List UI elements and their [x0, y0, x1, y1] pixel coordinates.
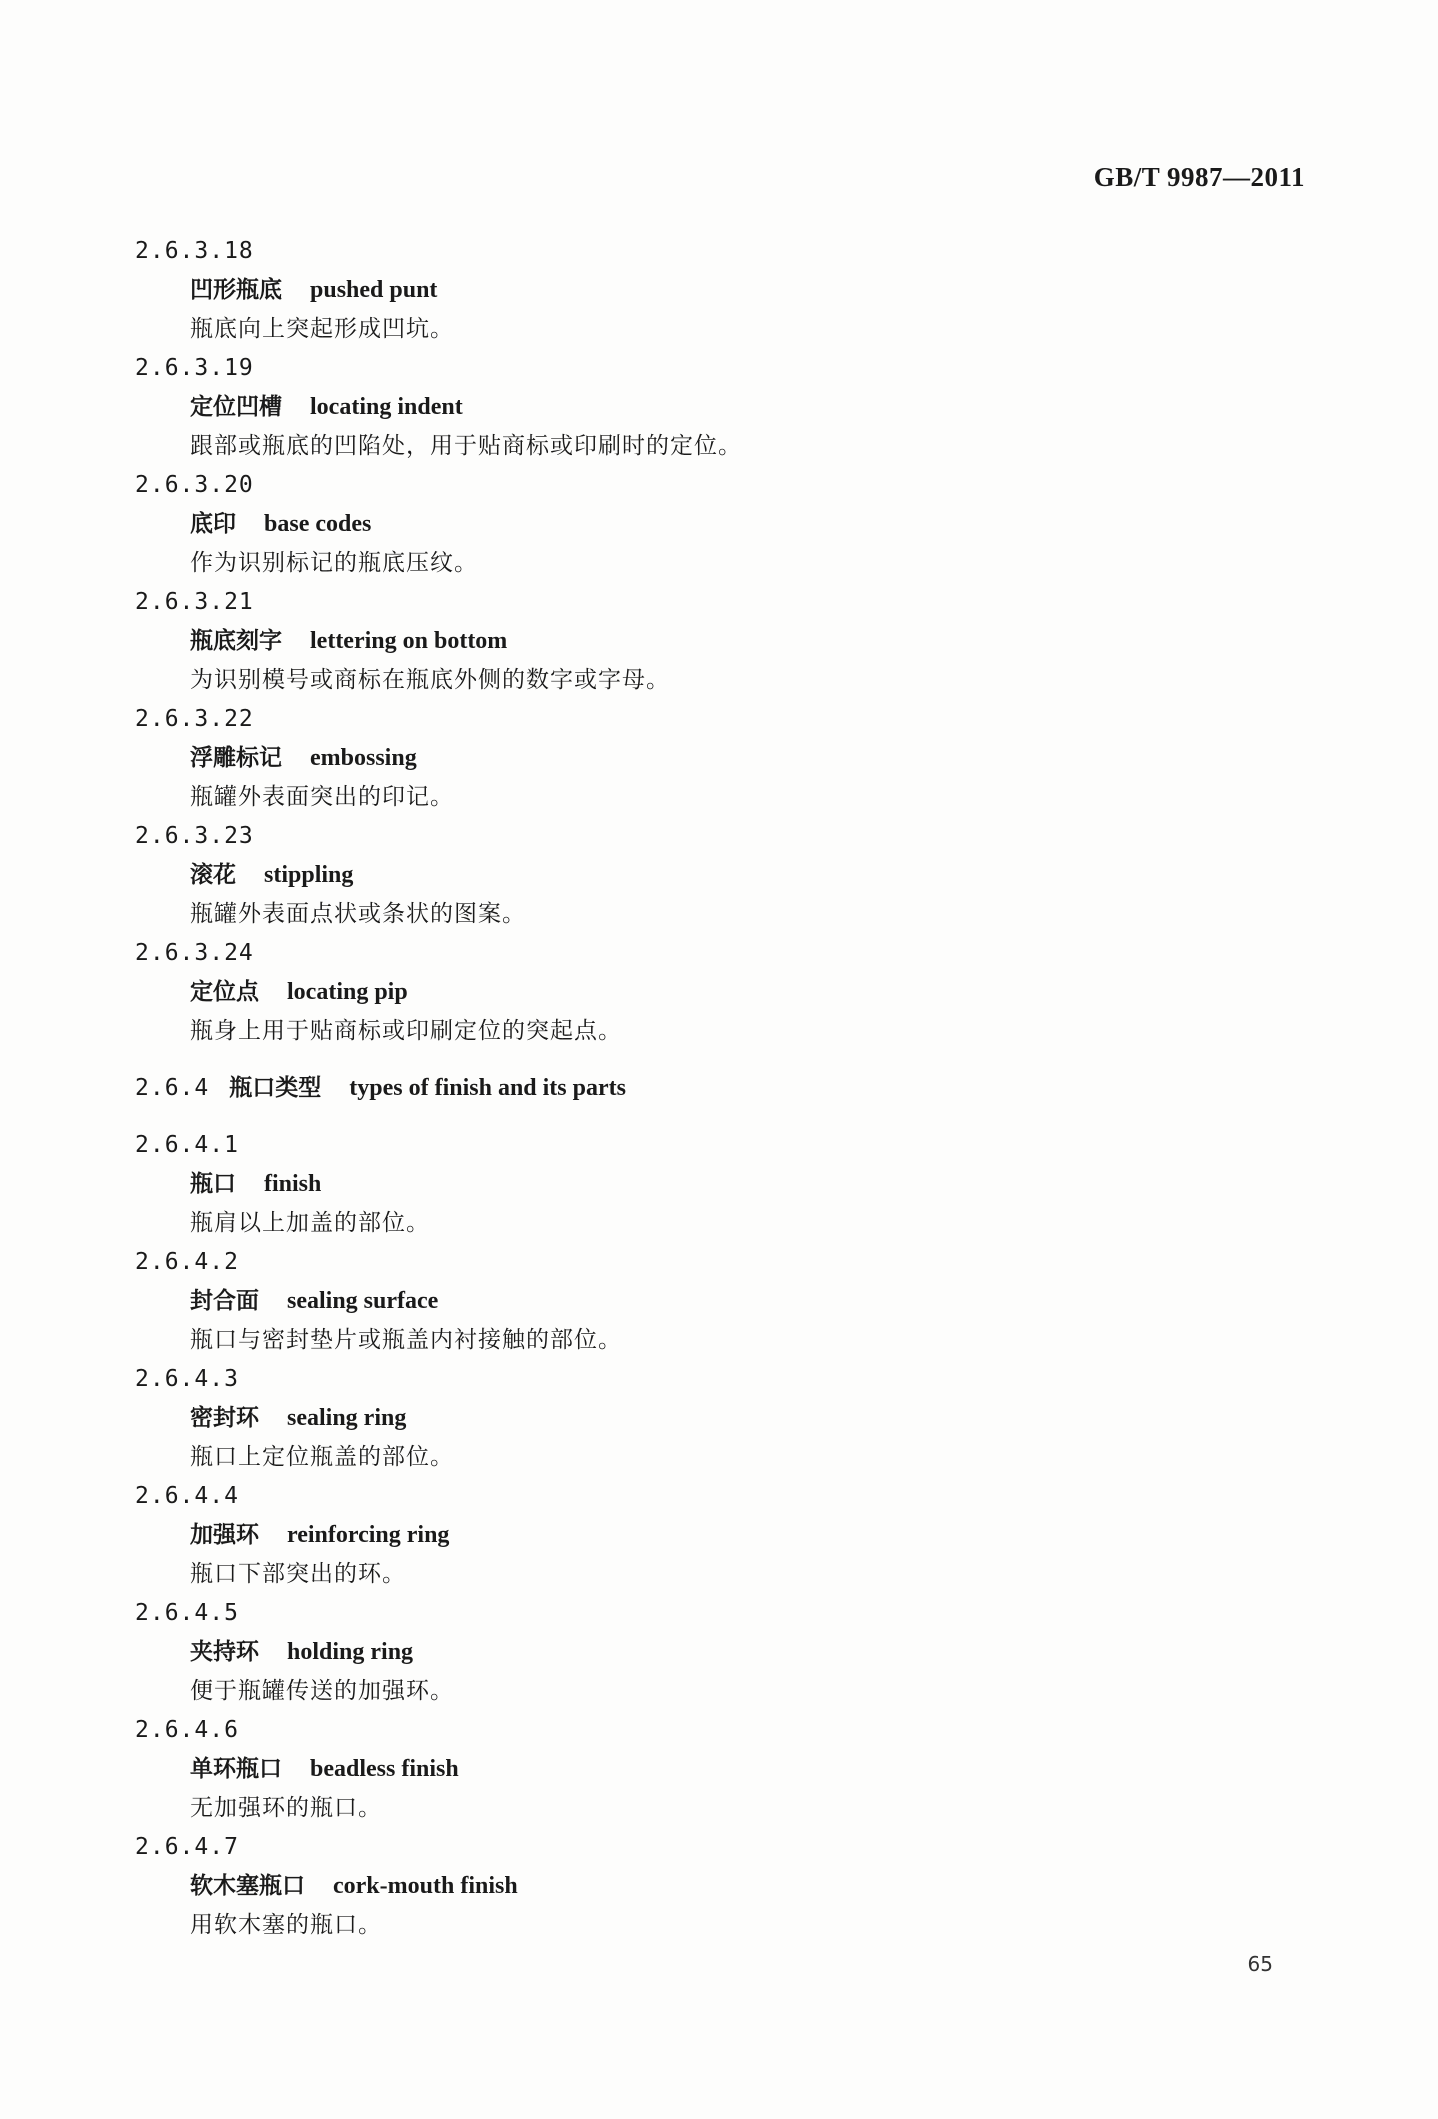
term-definition: 瓶罐外表面点状或条状的图案。: [190, 901, 526, 927]
term-chinese: 单环瓶口: [190, 1756, 282, 1782]
term-entry-2-6-3-24: [0, 934, 1438, 1051]
term-heading: [190, 505, 1438, 544]
term-number: 2.6.3.23: [135, 823, 254, 849]
term-definition: 瓶肩以上加盖的部位。: [190, 1210, 430, 1236]
term-definition: 无加强环的瓶口。: [190, 1795, 382, 1821]
term-definition: 为识别模号或商标在瓶底外侧的数字或字母。: [190, 667, 670, 693]
term-chinese: 瓶口: [190, 1171, 236, 1197]
term-number: 2.6.3.21: [135, 589, 254, 615]
term-definition: 瓶口上定位瓶盖的部位。: [190, 1444, 454, 1470]
term-entry-2-6-4-7: [0, 1828, 1438, 1945]
term-number: 2.6.4.4: [135, 1483, 239, 1509]
term-heading: [190, 622, 1438, 661]
term-english: sealing ring: [287, 1405, 407, 1431]
term-heading: [190, 973, 1438, 1012]
term-english: lettering on bottom: [310, 628, 508, 654]
term-chinese: 底印: [190, 511, 236, 537]
term-english: beadless finish: [310, 1756, 459, 1782]
term-heading: [190, 1633, 1438, 1672]
term-chinese: 加强环: [190, 1522, 259, 1548]
term-definition: 瓶口下部突出的环。: [190, 1561, 406, 1587]
term-heading: [190, 1282, 1438, 1321]
term-entries: [0, 232, 1438, 1945]
term-number: 2.6.3.18: [135, 238, 254, 264]
standard-code-header: GB/T 9987—2011: [1093, 162, 1305, 192]
section-title-chinese: 瓶口类型: [229, 1075, 322, 1101]
term-definition: 跟部或瓶底的凹陷处，用于贴商标或印刷时的定位。: [190, 433, 742, 459]
term-heading: [190, 739, 1438, 778]
term-number: 2.6.4.1: [135, 1132, 239, 1158]
section-heading-2-6-4: [135, 1069, 1438, 1108]
term-definition: 用软木塞的瓶口。: [190, 1912, 382, 1938]
term-chinese: 定位点: [190, 979, 259, 1005]
term-entry-2-6-4-3: [0, 1360, 1438, 1477]
term-entry-2-6-3-21: [0, 583, 1438, 700]
term-entry-2-6-4-6: [0, 1711, 1438, 1828]
term-heading: [190, 1867, 1438, 1906]
term-entry-2-6-4-4: [0, 1477, 1438, 1594]
term-chinese: 滚花: [190, 862, 236, 888]
term-number: 2.6.3.19: [135, 355, 254, 381]
term-entry-2-6-4-1: [0, 1126, 1438, 1243]
term-number: 2.6.3.22: [135, 706, 254, 732]
term-english: reinforcing ring: [287, 1522, 450, 1548]
term-definition: 作为识别标记的瓶底压纹。: [190, 550, 478, 576]
term-definition: 便于瓶罐传送的加强环。: [190, 1678, 454, 1704]
term-english: sealing surface: [287, 1288, 439, 1314]
term-entry-2-6-3-19: [0, 349, 1438, 466]
term-definition: 瓶底向上突起形成凹坑。: [190, 316, 454, 342]
term-definition: 瓶身上用于贴商标或印刷定位的突起点。: [190, 1018, 622, 1044]
term-chinese: 密封环: [190, 1405, 259, 1431]
term-number: 2.6.4.7: [135, 1834, 239, 1860]
term-heading: [190, 388, 1438, 427]
term-chinese: 夹持环: [190, 1639, 259, 1665]
term-chinese: 浮雕标记: [190, 745, 282, 771]
term-heading: [190, 271, 1438, 310]
section-title-english: types of finish and its parts: [349, 1075, 626, 1101]
page-number: 65: [1247, 1952, 1273, 1976]
term-number: 2.6.4.6: [135, 1717, 239, 1743]
term-english: pushed punt: [310, 277, 438, 303]
term-english: locating pip: [287, 979, 408, 1005]
term-english: cork-mouth finish: [333, 1873, 518, 1899]
term-entry-2-6-3-18: [0, 232, 1438, 349]
term-english: holding ring: [287, 1639, 414, 1665]
term-chinese: 定位凹槽: [190, 394, 282, 420]
term-entry-2-6-4-2: [0, 1243, 1438, 1360]
term-english: locating indent: [310, 394, 463, 420]
term-entry-2-6-3-22: [0, 700, 1438, 817]
term-heading: [190, 1516, 1438, 1555]
term-english: embossing: [310, 745, 417, 771]
term-number: 2.6.4.2: [135, 1249, 239, 1275]
term-chinese: 封合面: [190, 1288, 259, 1314]
term-english: base codes: [264, 511, 372, 537]
term-heading: [190, 1399, 1438, 1438]
term-english: finish: [264, 1171, 322, 1197]
term-number: 2.6.4.5: [135, 1600, 239, 1626]
term-heading: [190, 1165, 1438, 1204]
term-entry-2-6-3-20: [0, 466, 1438, 583]
term-chinese: 软木塞瓶口: [190, 1873, 305, 1899]
term-definition: 瓶口与密封垫片或瓶盖内衬接触的部位。: [190, 1327, 622, 1353]
term-english: stippling: [264, 862, 354, 888]
term-number: 2.6.3.20: [135, 472, 254, 498]
term-chinese: 凹形瓶底: [190, 277, 282, 303]
term-heading: [190, 1750, 1438, 1789]
term-definition: 瓶罐外表面突出的印记。: [190, 784, 454, 810]
term-entry-2-6-4-5: [0, 1594, 1438, 1711]
term-number: 2.6.4.3: [135, 1366, 239, 1392]
term-number: 2.6.3.24: [135, 940, 254, 966]
term-heading: [190, 856, 1438, 895]
term-chinese: 瓶底刻字: [190, 628, 282, 654]
term-entry-2-6-3-23: [0, 817, 1438, 934]
section-number: 2.6.4: [135, 1075, 210, 1101]
